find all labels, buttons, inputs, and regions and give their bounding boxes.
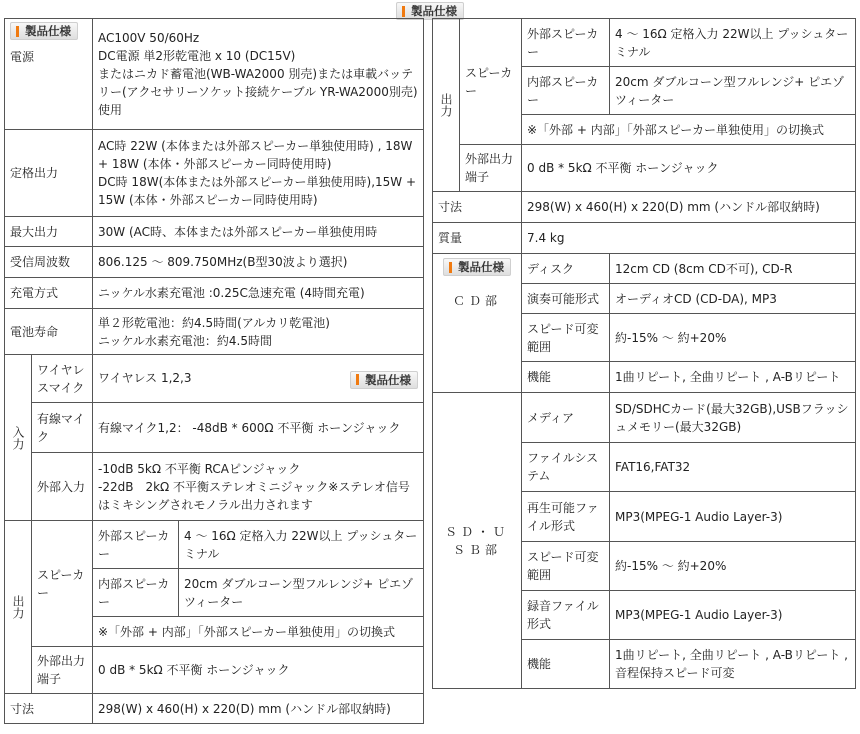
row-label: 演奏可能形式 <box>522 284 610 314</box>
row-note: ※「外部 + 内部」「外部スピーカー単独使用」の切換式 <box>522 115 856 145</box>
output-group-label: 出力 <box>433 19 460 192</box>
badge-marker-icon <box>16 26 19 37</box>
spec-badge: 製品仕様 <box>396 2 464 20</box>
row-label: 機能 <box>522 362 610 393</box>
row-value: 単２形乾電池：約4.5時間(アルカリ乾電池) ニッケル水素充電池：約4.5時間 <box>93 309 424 355</box>
row-label: 有線マイク <box>32 403 93 453</box>
row-value: 有線マイク1,2： -48dB * 600Ω 不平衡 ホーンジャック <box>93 403 424 453</box>
row-value: 298(W) x 460(H) x 220(D) mm (ハンドル部収納時) <box>93 694 424 724</box>
row-value: 298(W) x 460(H) x 220(D) mm (ハンドル部収納時) <box>522 192 856 223</box>
row-value: FAT16,FAT32 <box>610 443 856 492</box>
row-label: 再生可能ファイル形式 <box>522 492 610 542</box>
spec-badge: 製品仕様 <box>350 371 418 389</box>
row-label: 受信周波数 <box>5 247 93 278</box>
row-value: 20cm ダブルコーン型フルレンジ+ ピエゾツィーター <box>179 569 424 617</box>
table-row <box>5 521 424 569</box>
row-value: 7.4 kg <box>522 223 856 254</box>
row-label: 質量 <box>433 223 522 254</box>
row-value: 30W (AC時、本体または外部スピーカー単独使用時 <box>93 217 424 247</box>
row-label: スピード可変範囲 <box>522 542 610 591</box>
row-value: 約-15% ～ 約+20% <box>610 314 856 362</box>
table-row <box>433 145 856 192</box>
row-label: 製品仕様 電源 <box>5 19 93 130</box>
spec-table-right <box>432 18 856 689</box>
row-value: 12cm CD (8cm CD不可), CD-R <box>610 254 856 284</box>
row-value: MP3(MPEG-1 Audio Layer-3) <box>610 591 856 640</box>
row-value: MP3(MPEG-1 Audio Layer-3) <box>610 492 856 542</box>
spec-badge: 製品仕様 <box>10 22 78 40</box>
row-label: 録音ファイル形式 <box>522 591 610 640</box>
row-label: 外部出力端子 <box>460 145 522 192</box>
sd-group-label: ＳＤ・ＵＳＢ部 <box>433 393 522 689</box>
row-label: 定格出力 <box>5 130 93 217</box>
row-value: 20cm ダブルコーン型フルレンジ+ ピエゾツィーター <box>610 67 856 115</box>
row-value: AC100V 50/60Hz DC電源 単2形乾電池 x 10 (DC15V) またはニカド蓄電池(WB-WA2000 別売)または車載バッテリー(アクセサリーソケット接続ケーブル YR-WA2000別売)使用 <box>93 19 424 130</box>
row-label: スピード可変範囲 <box>522 314 610 362</box>
row-label: ワイヤレスマイク <box>32 355 93 403</box>
row-value: 0 dB * 5kΩ 不平衡 ホーンジャック <box>93 647 424 694</box>
row-note: ※「外部 + 内部」「外部スピーカー単独使用」の切換式 <box>93 617 424 647</box>
table-row <box>5 647 424 694</box>
row-label: 内部スピーカー <box>93 569 179 617</box>
row-value: 806.125 ～ 809.750MHz(B型30波より選択) <box>93 247 424 278</box>
table-row <box>5 19 424 130</box>
table-row <box>5 247 424 278</box>
table-row <box>5 403 424 453</box>
table-row <box>433 254 856 284</box>
table-row <box>5 130 424 217</box>
input-group-label: 入力 <box>5 355 32 521</box>
row-value: AC時 22W (本体または外部スピーカー単独使用時) , 18W + 18W (本体・外部スピーカー同時使用時) DC時 18W(本体または外部スピーカー単独使用時),15W + 15W (本体・外部スピーカー同時使用時) <box>93 130 424 217</box>
badge-marker-icon <box>356 374 359 385</box>
row-value: 製品仕様 ワイヤレス 1,2,3 <box>93 355 424 403</box>
table-row <box>5 355 424 403</box>
row-label: 最大出力 <box>5 217 93 247</box>
row-label: 寸法 <box>433 192 522 223</box>
row-label: 外部出力端子 <box>32 647 93 694</box>
row-value: 1曲リピート, 全曲リピート , A-Bリピート <box>610 362 856 393</box>
row-value: 約-15% ～ 約+20% <box>610 542 856 591</box>
row-label: 外部入力 <box>32 453 93 521</box>
cd-group-label: 製品仕様 ＣＤ部 <box>433 254 522 393</box>
table-row <box>5 694 424 724</box>
table-row <box>433 223 856 254</box>
output-group-label: 出力 <box>5 521 32 694</box>
table-row <box>5 278 424 309</box>
row-value: 4 ～ 16Ω 定格入力 22W以上 プッシュターミナル <box>179 521 424 569</box>
row-label: 電池寿命 <box>5 309 93 355</box>
row-label: メディア <box>522 393 610 443</box>
speaker-group-label: スピーカー <box>32 521 93 647</box>
row-label: ファイルシステム <box>522 443 610 492</box>
table-row <box>5 217 424 247</box>
row-label: 外部スピーカー <box>93 521 179 569</box>
row-value: ニッケル水素充電池 :0.25C急速充電 (4時間充電) <box>93 278 424 309</box>
spec-table-left <box>4 18 424 724</box>
speaker-group-label: スピーカー <box>460 19 522 145</box>
row-label: 充電方式 <box>5 278 93 309</box>
table-row <box>5 453 424 521</box>
table-row <box>5 309 424 355</box>
row-label: 寸法 <box>5 694 93 724</box>
table-row <box>433 393 856 443</box>
spec-badge: 製品仕様 <box>443 258 511 276</box>
badge-marker-icon <box>402 6 405 17</box>
badge-marker-icon <box>449 262 452 273</box>
row-value: SD/SDHCカード(最大32GB),USBフラッシュメモリー(最大32GB) <box>610 393 856 443</box>
table-row <box>433 19 856 67</box>
row-value: オーディオCD (CD-DA), MP3 <box>610 284 856 314</box>
row-label: ディスク <box>522 254 610 284</box>
row-label: 外部スピーカー <box>522 19 610 67</box>
row-value: 4 ～ 16Ω 定格入力 22W以上 プッシュターミナル <box>610 19 856 67</box>
row-value: 0 dB * 5kΩ 不平衡 ホーンジャック <box>522 145 856 192</box>
row-value: 1曲リピート, 全曲リピート , A-Bリピート , 音程保持スピード可変 <box>610 640 856 689</box>
table-row <box>433 192 856 223</box>
row-value: -10dB 5kΩ 不平衡 RCAピンジャック -22dB 2kΩ 不平衡ステレオミニジャック※ステレオ信号はミキシングされモノラル出力されます <box>93 453 424 521</box>
row-label: 内部スピーカー <box>522 67 610 115</box>
row-label: 機能 <box>522 640 610 689</box>
